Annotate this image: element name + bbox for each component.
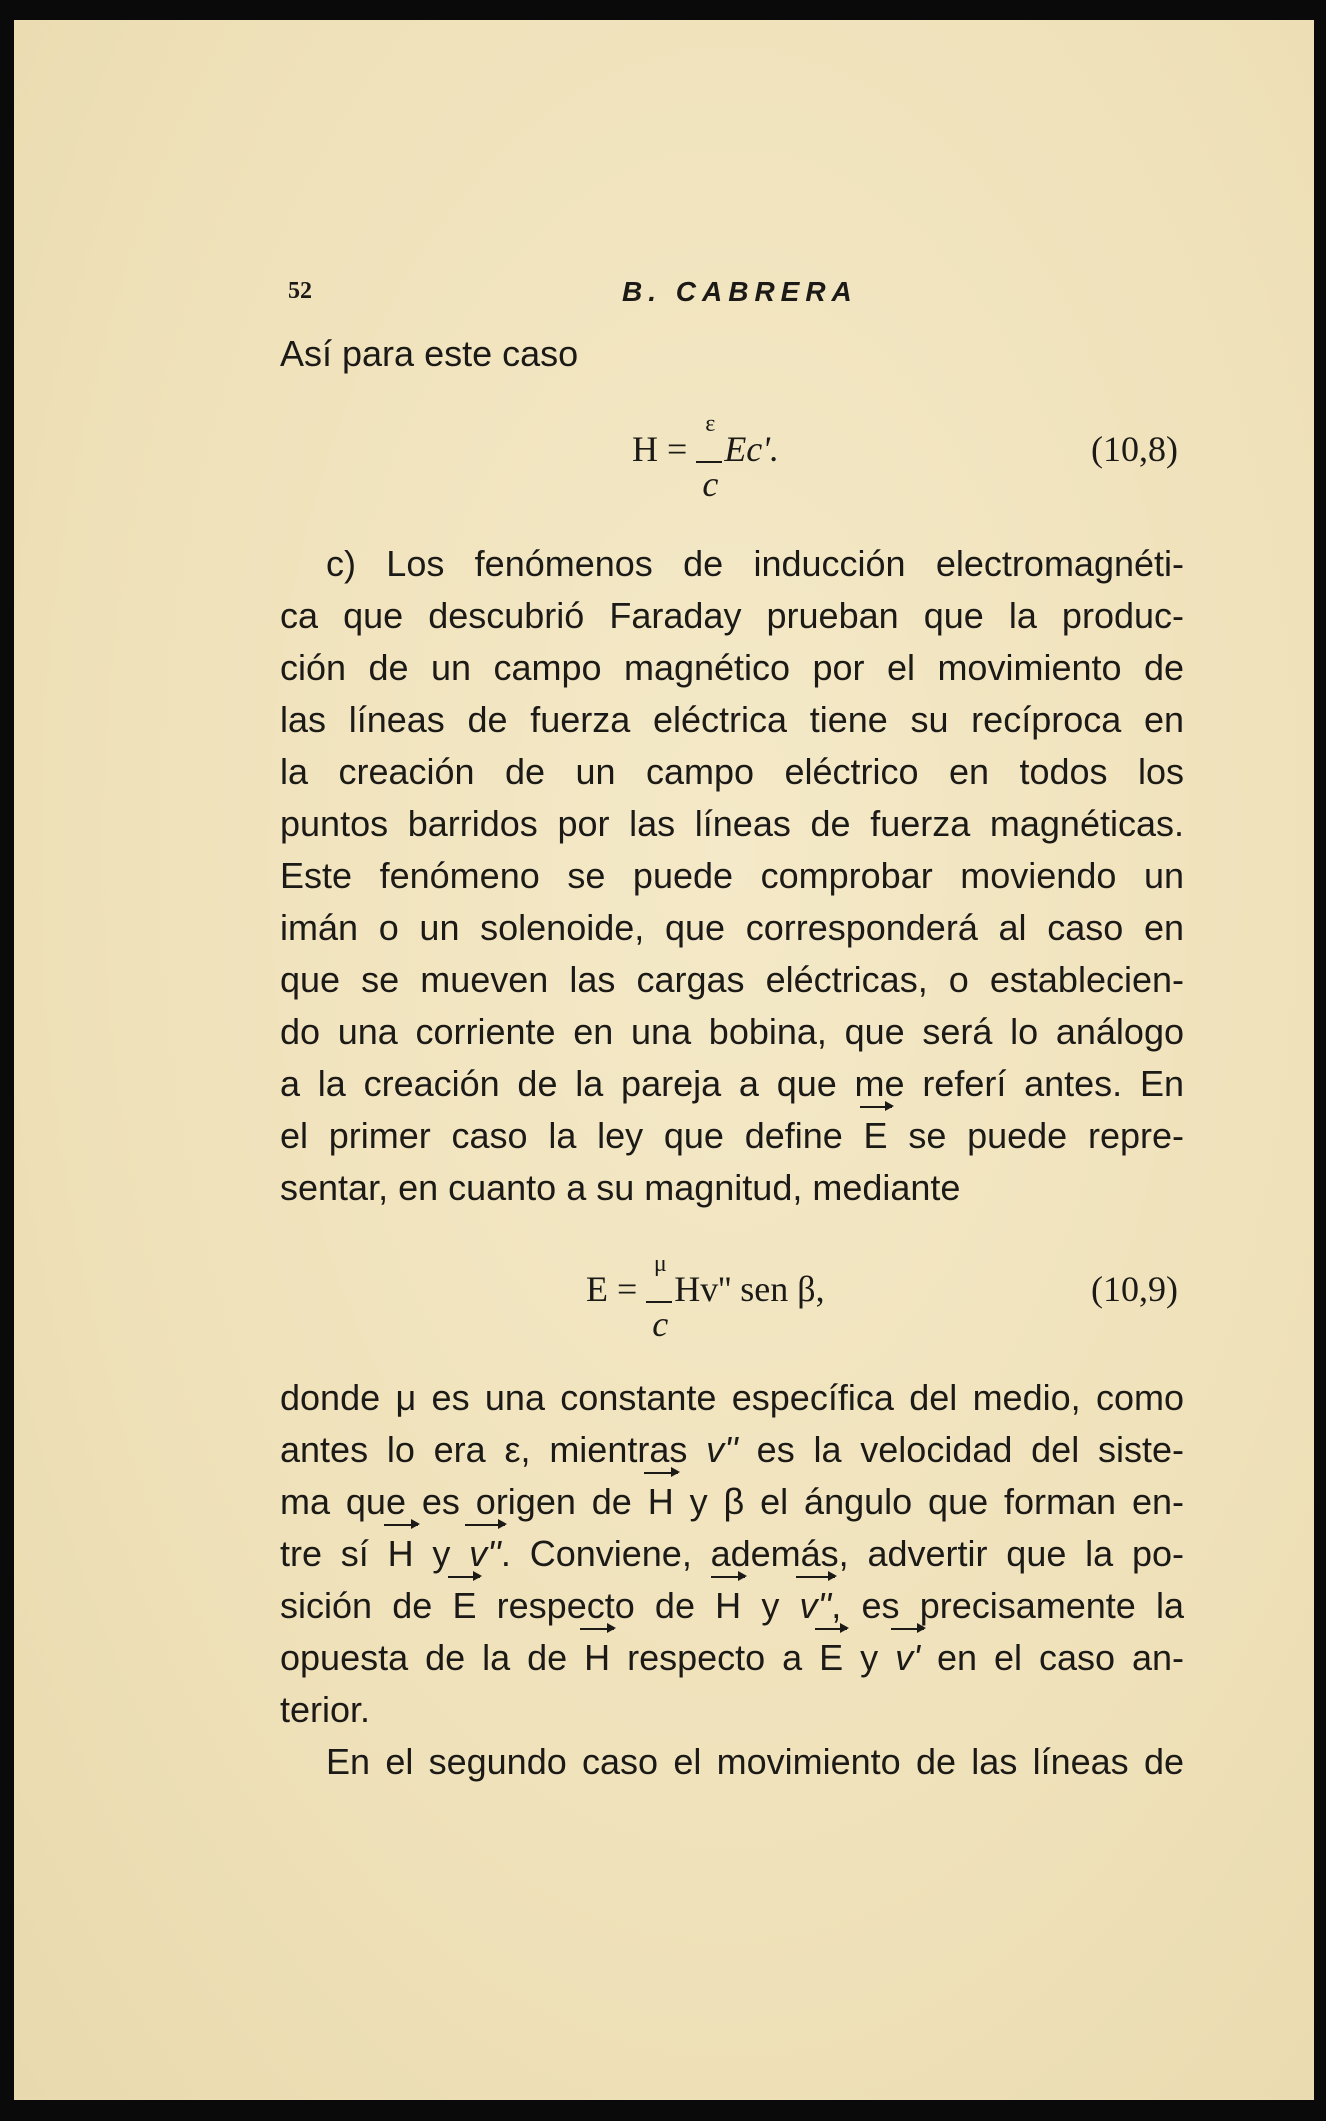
equation-number: (10,8) [1091, 429, 1178, 469]
paragraph-c [280, 538, 1184, 1214]
equation-lhs: E = [586, 1269, 647, 1309]
text-line: c) Los fenómenos de inducción electromagnéti- [326, 543, 1184, 584]
equation-rhs: Hv'' sen β, [674, 1269, 825, 1309]
text-line: terior. [280, 1689, 371, 1730]
text-line: las líneas de fuerza eléctrica tiene su recíproca en [280, 699, 1184, 740]
text-line: opuesta de la de H respecto a E y v' en el caso an- [280, 1632, 1184, 1684]
vector-h: H [388, 1528, 414, 1580]
equation-formula [586, 1250, 825, 1344]
fraction-numerator: μ [653, 1250, 667, 1277]
text-line: tre sí H y v''. Conviene, además, advertir que la po- [280, 1528, 1184, 1580]
text-line: antes lo era ε, mientras v'' es la velocidad del siste- [280, 1429, 1184, 1470]
page-number: 52 [288, 278, 312, 304]
text-line: el primer caso la ley que define E se puede repre- [280, 1110, 1184, 1162]
fraction-denominator: c [652, 1303, 669, 1344]
equation-formula [632, 410, 779, 504]
equation-fraction [696, 410, 724, 504]
running-head: B. CABRERA [622, 276, 858, 307]
vector-h: H [584, 1632, 610, 1684]
text-line: En el segundo caso el movimiento de las líneas de [326, 1741, 1184, 1782]
vector-v: v' [895, 1632, 920, 1684]
vector-h: H [648, 1476, 674, 1528]
paragraph-donde [280, 1372, 1184, 1788]
text-line: do una corriente en una bobina, que será lo análogo [280, 1011, 1184, 1052]
vector-e: E [819, 1632, 843, 1684]
vector-e: E [864, 1110, 888, 1162]
text-line: sición de E respecto de H y v'', es precisamente la [280, 1580, 1184, 1632]
book-page [14, 20, 1314, 2100]
text-line: puntos barridos por las líneas de fuerza magnéticas. [280, 803, 1184, 844]
paragraph-intro [280, 328, 1184, 380]
equation-fraction [646, 1250, 674, 1344]
text-line: ción de un campo magnético por el movimiento de [280, 647, 1184, 688]
fraction-numerator: ε [705, 410, 716, 437]
text-line: sentar, en cuanto a su magnitud, mediante [280, 1167, 961, 1208]
text-line: imán o un solenoide, que corresponderá al caso en [280, 907, 1184, 948]
text-line: que se mueven las cargas eléctricas, o establecien- [280, 959, 1184, 1000]
text-line: la creación de un campo eléctrico en todos los [280, 751, 1184, 792]
text-line: donde μ es una constante específica del medio, como [280, 1377, 1184, 1418]
equation-number: (10,9) [1091, 1269, 1178, 1309]
equation-10-8 [280, 392, 1184, 502]
vector-e: E [452, 1580, 476, 1632]
text-line: ca que descubrió Faraday prueban que la produc- [280, 595, 1184, 636]
vector-v: v'' [800, 1580, 832, 1632]
text-line: ma que es origen de H y β el ángulo que forman en- [280, 1476, 1184, 1528]
text-line: a la creación de la pareja a que me referí antes. En [280, 1063, 1184, 1104]
fraction-denominator: c [702, 463, 719, 504]
vector-h: H [715, 1580, 741, 1632]
equation-rhs: Ec'. [724, 429, 779, 469]
page-header [276, 258, 876, 308]
text-line: Así para este caso [280, 333, 579, 374]
vector-v: v'' [469, 1528, 501, 1580]
equation-lhs: H = [632, 429, 697, 469]
equation-10-9 [280, 1232, 1184, 1342]
text-line: Este fenómeno se puede comprobar moviendo un [280, 855, 1184, 896]
